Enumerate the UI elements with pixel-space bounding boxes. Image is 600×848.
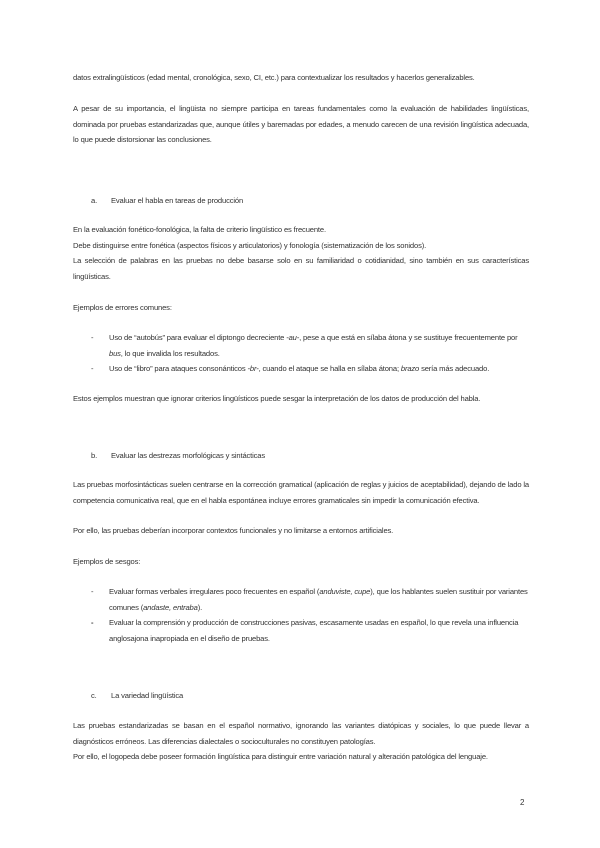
bullet-dash: - <box>91 587 94 596</box>
list-item <box>91 584 529 615</box>
paragraph-intro-continuation: datos extralingüísticos (edad mental, cronológica, sexo, CI, etc.) para contextualizar los resultados y hacerlos generalizables. <box>73 73 475 82</box>
paragraph-a-examples-label: Ejemplos de errores comunes: <box>73 303 172 312</box>
heading-c-text: La variedad lingüística <box>111 691 184 700</box>
paragraph-b-functional: Por ello, las pruebas deberían incorporar contextos funcionales y no limitarse a entornos artificiales. <box>73 526 394 535</box>
bullet-dash: - <box>91 618 94 627</box>
bullet-dash: - <box>91 364 94 373</box>
paragraph-importance: A pesar de su importancia, el lingüista no siempre participa en tareas fundamentales como la evaluación de habilidades lingüísticas, dominada por pruebas estandarizadas que, aunque útiles y baremadas por edades, a menudo carecen de una revisión lingüística adecuada, lo que puede distorsionar las conclusiones. <box>73 104 529 144</box>
page-number: 2 <box>520 798 525 807</box>
list-item <box>91 361 529 377</box>
paragraph-a-line3: La selección de palabras en las pruebas no debe basarse solo en su familiaridad o cotidianidad, sino también en sus características lingüísticas. <box>73 256 529 281</box>
heading-b-marker: b. <box>91 451 98 460</box>
paragraph-b-morphosyntax: Las pruebas morfosintácticas suelen centrarse en la corrección gramatical (aplicación de reglas y juicios de aceptabilidad), dejando de lado la competencia comunicativa real, que en el habla espontánea incluye errores gramaticales sin impedir la comunicación efectiva. <box>73 480 529 505</box>
paragraph-b-examples-label: Ejemplos de sesgos: <box>73 557 141 566</box>
bullet-dash: - <box>91 333 94 342</box>
paragraph-a-line2: Debe distinguirse entre fonética (aspectos físicos y articulatorios) y fonología (sistematización de los sonidos). <box>73 241 427 250</box>
heading-a-text: Evaluar el habla en tareas de producción <box>111 196 244 205</box>
bullet-text: Evaluar la comprensión y producción de construcciones pasivas, escasamente usadas en español, lo que revela una influencia anglosajona inapropiada en el diseño de pruebas. <box>109 618 519 643</box>
heading-a-marker: a. <box>91 196 98 205</box>
bullet-text: Uso de “autobús” para evaluar el diptongo decreciente -au-, pese a que está en sílaba átona y se sustituye frecuentemente por bus, lo que invalida los resultados. <box>109 333 518 358</box>
list-item <box>91 615 529 646</box>
paragraph-c-conclusion: Por ello, el logopeda debe poseer formación lingüística para distinguir entre variación natural y alteración patológica del lenguaje. <box>73 752 488 761</box>
paragraph-a-conclusion: Estos ejemplos muestran que ignorar criterios lingüísticos puede sesgar la interpretación de los datos de producción del habla. <box>73 394 481 403</box>
list-item <box>91 330 529 361</box>
heading-c-marker: c. <box>91 691 97 700</box>
heading-b-text: Evaluar las destrezas morfológicas y sintácticas <box>111 451 266 460</box>
bullet-text: Evaluar formas verbales irregulares poco frecuentes en español (anduviste, cupe), que los hablantes suelen sustituir por variantes comunes (andaste, entraba). <box>109 587 528 612</box>
paragraph-c-variety: Las pruebas estandarizadas se basan en el español normativo, ignorando las variantes diatópicas y sociales, lo que puede llevar a diagnósticos erróneos. Las diferencias dialectales o socioculturales no constituyen patologías. <box>73 721 529 746</box>
paragraph-a-line1: En la evaluación fonético-fonológica, la falta de criterio lingüístico es frecuente. <box>73 225 326 234</box>
bullet-text: Uso de “libro” para ataques consonánticos -br-, cuando el ataque se halla en sílaba átona; brazo sería más adecuado. <box>109 364 490 373</box>
